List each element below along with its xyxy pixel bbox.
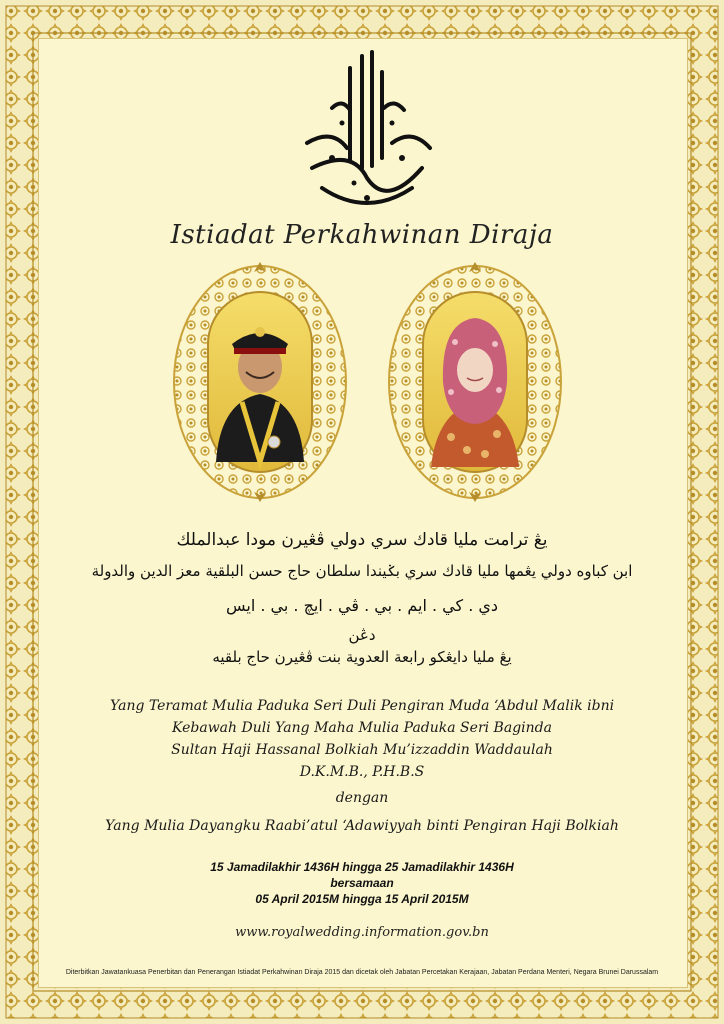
publisher-footer: Diterbitkan Jawatankuasa Penerbitan dan Penerangan Istiadat Perkahwinan Diraja 2015 dan dicetak oleh Jabatan Percetakan Kerajaan, Jabatan Perdana Menteri, Negara Brunei Darussalam <box>65 969 659 976</box>
ceremony-title: Istiadat Perkahwinan Diraja <box>170 220 554 250</box>
date-bersamaan: bersamaan <box>330 876 394 890</box>
arabic-calligraphy-emblem <box>292 48 442 218</box>
bride-frame <box>385 262 565 502</box>
jawi-line-5: يڠ مليا دايڠكو رابعة العدوية بنت ڤڠيرن حاج بلقيه <box>212 648 512 666</box>
rumi-line-3: Sultan Haji Hassanal Bolkiah Mu’izzaddin Waddaulah <box>171 742 553 758</box>
date-masihi: 05 April 2015M hingga 15 April 2015M <box>255 892 469 906</box>
portrait-bride <box>385 262 565 502</box>
jawi-line-4: دڠن <box>348 626 376 644</box>
rumi-dengan: dengan <box>335 790 389 806</box>
rumi-line-1: Yang Teramat Mulia Paduka Seri Duli Pengiran Muda ‘Abdul Malik ibni <box>109 698 615 714</box>
jawi-line-3: دي . كي . ايم . بي . ڤي . ايچ . بي . ايس <box>225 596 499 615</box>
groom-frame <box>170 262 350 502</box>
jawi-line-1: يڠ ترامت مليا قادك سري دولي ڤڠيرن مودا عبدالملك <box>176 530 548 550</box>
rumi-line-2: Kebawah Duli Yang Maha Mulia Paduka Seri Baginda <box>172 720 552 736</box>
jawi-line-2: ابن كباوه دولي يڠمها مليا قادك سري بݢيندا سلطان حاج حسن البلقية معز الدين والدولة <box>91 562 633 580</box>
portrait-groom <box>170 262 350 502</box>
rumi-line-5: Yang Mulia Dayangku Raabi’atul ‘Adawiyyah binti Pengiran Haji Bolkiah <box>105 818 619 834</box>
rumi-line-4: D.K.M.B., P.H.B.S <box>299 764 425 780</box>
date-hijri: 15 Jamadilakhir 1436H hingga 25 Jamadilakhir 1436H <box>210 860 514 874</box>
website-link[interactable]: www.royalwedding.information.gov.bn <box>235 925 489 940</box>
